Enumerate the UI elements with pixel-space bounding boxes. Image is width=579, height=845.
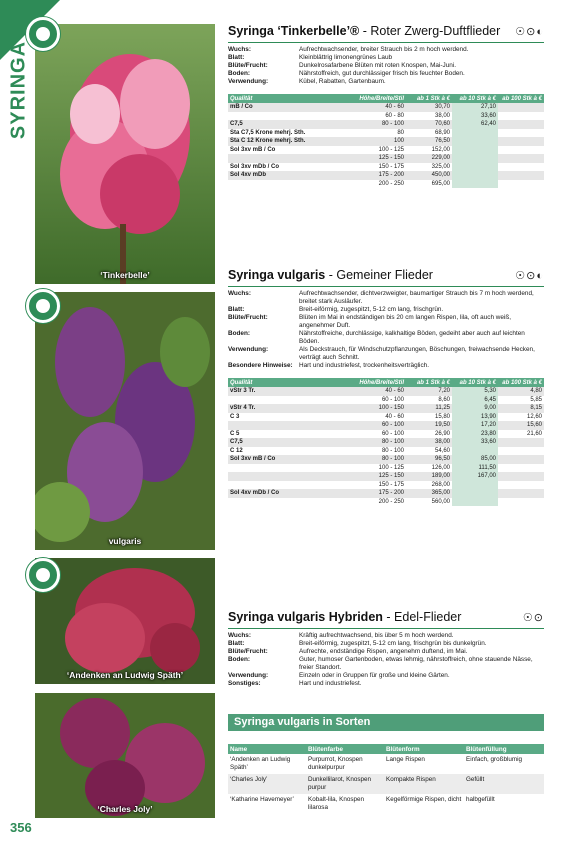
price-row: Sol 4xv mDb / Co 175 - 200 365,00 [228, 489, 544, 498]
properties-table: Wuchs: Aufrechtwachsender, breiter Strauch bis 2 m hoch werdend. Blatt: Kleinblättrig limonengrünes Laub Blüte/Frucht: Dunkelrosafarbene Blüten mit roten Knospen, Mai-Juni. Boden: Nährstoffreich, gut durchlässiger frisch bis feuchter Boden. Verwendung: Kübel, Rabatten, Gartenbaum. [228, 46, 469, 85]
price-column-header: Qualität [228, 378, 336, 387]
tinkerbelle-image [35, 24, 215, 284]
table-row: ‘Andenken an Ludwig Späth’ Purpurrot, Knospen dunkelpurpur Lange Rispen Einfach, großblumig [230, 756, 522, 771]
price-column-header: ab 10 Stk à € [452, 378, 498, 387]
price-row: C 3 40 - 60 15,80 13,90 12,60 [230, 413, 542, 420]
price-row: 200 - 250 560,00 [228, 498, 544, 507]
price-column-header: ab 100 Stk à € [498, 378, 544, 387]
table-row: ‘Katharine Havemeyer’ Kobalt-lila, Knospen lilarosa Kegelförmige Rispen, dicht halbgefüllt [230, 796, 495, 811]
price-column-header: Qualität [228, 94, 336, 103]
properties-table: Wuchs: Kräftig aufrechtwachsend, bis über 5 m hoch werdend. Blatt: Breit-eiförmig, zugespitzt, 5-12 cm lang, frischgrün bis dunkelgrün. Blüte/Frucht: Aufrechte, endständige Rispen, angenehm duftend, im Mai. Boden: Guter, humoser Gartenboden, etwas lehmig, nährstoffreich, ohne stauende Nässe, freier Standort. Verwendung: Einzeln oder in Gruppen für große und kleine Gärten. Sonstiges: Hart und industriefest. [228, 632, 533, 687]
price-row: 60 - 100 8,60 6,45 5,85 [381, 396, 542, 403]
properties-table: Wuchs: Aufrechtwachsender, dichtverzweigter, baumartiger Strauch bis 7 m hoch werdend, breitet stark Ausläufer. Blatt: Breit-eiförmig, zugespitzt, 5-12 cm lang, frischgrün. Blüte/Frucht: Blüten im Mai in endständigen bis 20 cm langen Rispen, lila, oft auch weiß, angenehmer Duft. Boden: Nährstoffreiche, durchlässige, kalkhaltige Böden, gedeiht aber auch auf leichten Böden. Verwendung: Als Deckstrauch, für Windschutzpflanzungen, Böschungen, freiwachsende Hecken, verträgt auch Schnitt. Besondere Hinweise: Hart und industriefest, trockenheitsverträglich. [228, 290, 535, 369]
price-column-header: ab 100 Stk à € [498, 94, 544, 103]
price-row: Sol 3xv mB / Co 80 - 100 96,50 85,00 [228, 455, 544, 464]
price-row: C7,5 80 - 100 38,00 33,60 [228, 438, 544, 447]
price-row: C7,5 80 - 100 70,60 62,40 [228, 120, 544, 129]
section-title: Syringa ‘Tinkerbelle’® - Roter Zwerg-Duftflieder [228, 24, 501, 38]
price-row: mB / Co 40 - 60 30,70 27,10 [228, 103, 544, 112]
price-row: 125 - 150 189,00 167,00 [228, 472, 544, 481]
page-number: 356 [10, 820, 32, 835]
photo-caption: vulgaris [108, 536, 142, 546]
price-row: Sta C 12 Krone mehrj. Sth. 100 76,50 [228, 137, 544, 146]
charles-joly-image [35, 693, 215, 818]
certification-badge [26, 289, 60, 323]
price-row: vStr 4 Tr. 100 - 150 11,25 9,00 8,15 [230, 405, 542, 411]
price-column-header: ab 1 Stk à € [406, 378, 452, 387]
section-title: Syringa vulgaris Hybriden - Edel-Flieder [228, 610, 462, 624]
price-row: 60 - 80 38,00 33,60 [385, 112, 496, 119]
section-hybriden [228, 610, 544, 688]
photo-ludwig-spaeth [35, 558, 215, 684]
price-row: 200 - 250 695,00 [228, 180, 544, 189]
sorts-banner: Syringa vulgaris in Sorten [228, 714, 544, 731]
ludwig-spaeth-image [35, 558, 215, 684]
light-requirement-icons: ☉⊙◐ [515, 270, 544, 282]
price-row: Sol 3xv mDb / Co 150 - 175 325,00 [228, 163, 544, 172]
price-row: C 12 80 - 100 54,60 [228, 447, 544, 456]
vulgaris-image [35, 292, 215, 550]
price-column-header: ab 10 Stk à € [452, 94, 498, 103]
price-row: vStr 3 Tr. 40 - 60 7,20 5,30 4,80 [230, 388, 542, 394]
price-column-header: Höhe/Breite/Stil [336, 378, 406, 387]
price-row: Sta C7,5 Krone mehrj. Sth. 80 68,90 [228, 129, 544, 138]
price-table [228, 378, 544, 506]
photo-caption: ‘Charles Joly’ [97, 804, 153, 814]
price-column-header: Höhe/Breite/Stil [336, 94, 406, 103]
photo-caption: ‘Andenken an Ludwig Späth’ [66, 670, 184, 680]
sorts-table: Name Blütenfarbe Blütenform Blütenfüllung ‘Andenken an Ludwig Späth’ Purpurrot, Knospen dunkelpurpur Lange Rispen Einfach, großblumig ‘Charles Joly’ Dunkellilarot, Knospen purpur Kompakte Rispen Gefüllt ‘Katharine Havemeyer’ Kobalt-lila, Knospen lilarosa Kegelförmige Rispen, dicht halbgefüllt [228, 744, 544, 814]
price-row: Sol 4xv mDb 175 - 200 450,00 [228, 171, 544, 180]
genus-side-label: SYRINGA [7, 40, 30, 140]
photo-caption: ‘Tinkerbelle’ [100, 270, 150, 280]
certification-badge [26, 558, 60, 592]
price-row: 125 - 150 229,00 [228, 154, 544, 163]
price-row: Sol 3xv mB / Co 100 - 125 152,00 [228, 146, 544, 155]
light-requirement-icons: ☉⊙◐ [515, 26, 544, 38]
section-title: Syringa vulgaris - Gemeiner Flieder [228, 268, 433, 282]
photo-charles-joly [35, 693, 215, 818]
certification-badge [26, 17, 60, 51]
section-vulgaris [228, 268, 544, 506]
price-row: 60 - 100 19,50 17,20 15,60 [228, 421, 544, 430]
photo-vulgaris [35, 292, 215, 550]
price-table [228, 94, 544, 188]
price-row: 100 - 125 126,00 111,50 [378, 464, 496, 471]
price-column-header: ab 1 Stk à € [406, 94, 452, 103]
light-requirement-icons: ☉⊙ [522, 612, 544, 624]
price-row: C 5 60 - 100 26,90 23,80 21,60 [230, 430, 542, 437]
photo-tinkerbelle [35, 24, 215, 284]
section-tinkerbelle [228, 24, 544, 188]
price-row: 150 - 175 268,00 [228, 481, 544, 490]
table-row: ‘Charles Joly’ Dunkellilarot, Knospen purpur Kompakte Rispen Gefüllt [228, 774, 544, 794]
